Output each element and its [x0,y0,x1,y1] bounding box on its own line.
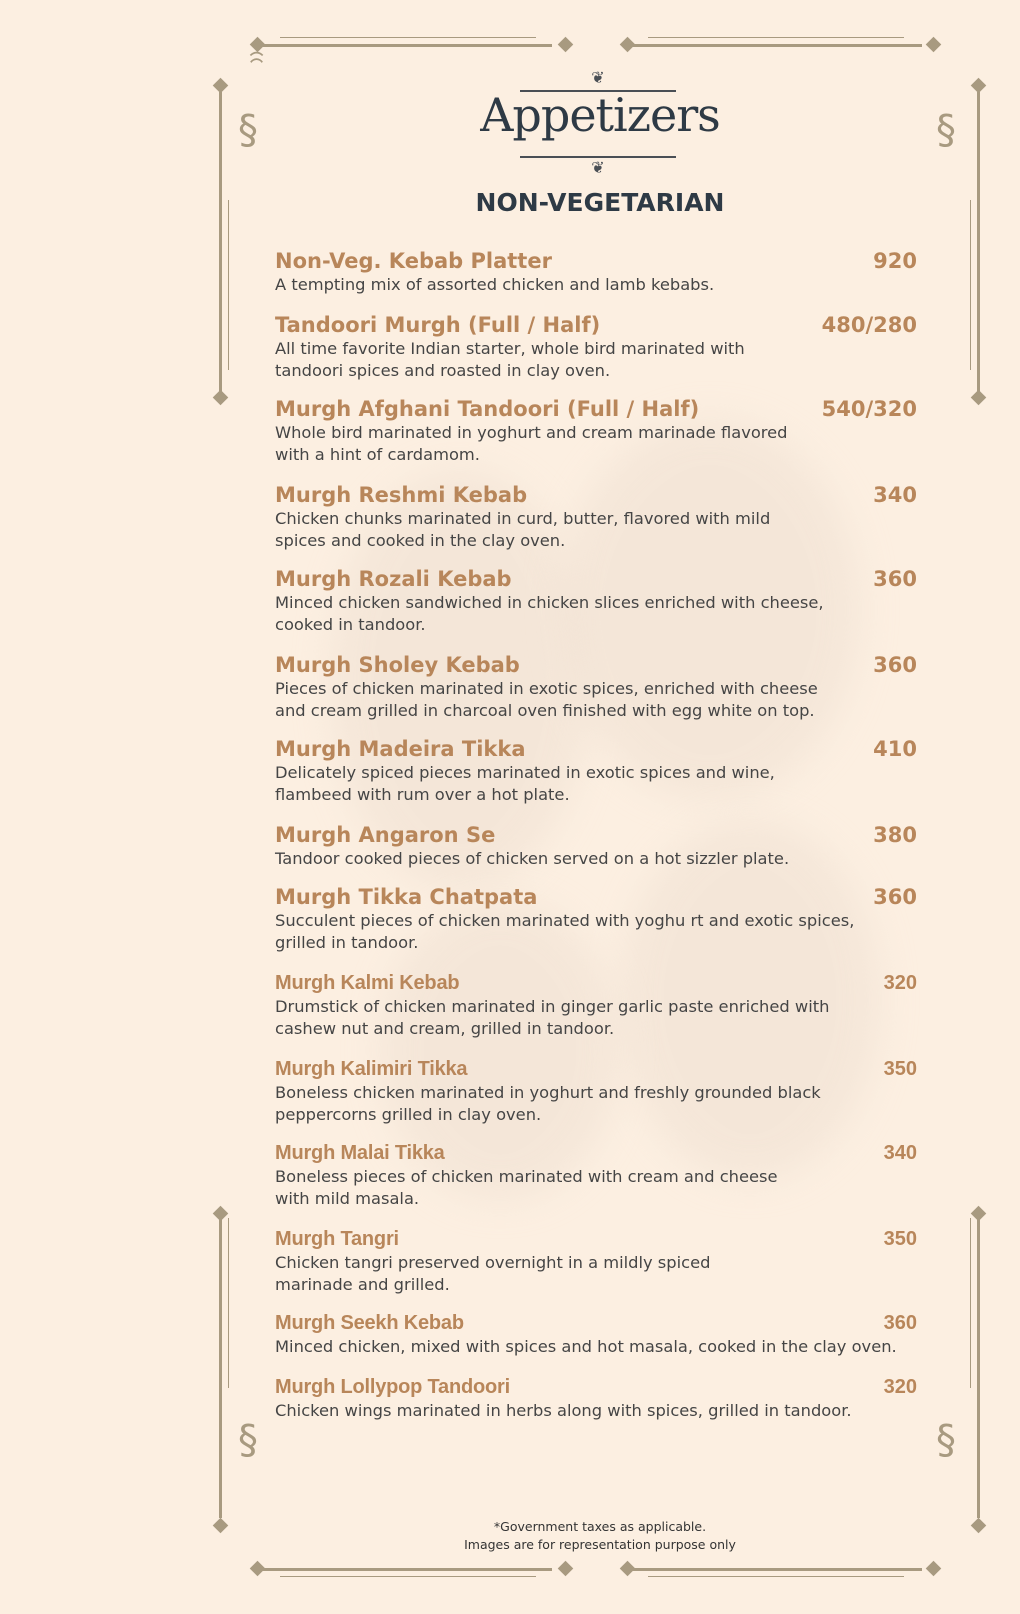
menu-item [275,1374,917,1422]
item-name: Murgh Kalimiri Tikka [275,1058,468,1080]
item-name: Murgh Angaron Se [275,823,496,847]
item-price: 350 [883,1058,917,1080]
item-name: Murgh Sholey Kebab [275,653,520,677]
item-price: 320 [883,972,917,994]
item-price: 480/280 [821,313,917,337]
item-price: 540/320 [821,397,917,421]
menu-item [275,482,917,551]
menu-item [275,312,917,381]
item-description: Minced chicken sandwiched in chicken slices enriched with cheese, cooked in tandoor. [275,593,824,634]
item-description: Whole bird marinated in yoghurt and cream marinade flavored with a hint of cardamom. [275,423,788,464]
item-name: Murgh Malai Tikka [275,1142,445,1164]
flourish-icon: ❦ [591,158,605,177]
item-price: 360 [873,653,917,677]
flourish-icon: ❦ [591,68,605,87]
item-description: Pieces of chicken marinated in exotic spices, enriched with cheese and cream grilled in charcoal oven finished with egg white on top. [275,679,818,720]
flourish-icon: § [936,1417,956,1463]
menu-item [275,736,917,805]
menu-item [275,1056,917,1125]
item-name: Murgh Tangri [275,1228,399,1250]
menu-item [275,248,917,296]
footer-note [0,1518,1020,1554]
menu-item [275,884,917,953]
item-price: 410 [873,737,917,761]
item-description: Boneless chicken marinated in yoghurt and freshly grounded black peppercorns grilled in clay oven. [275,1083,821,1124]
menu-item [275,566,917,635]
menu-item [275,1226,917,1295]
item-name: Non-Veg. Kebab Platter [275,249,552,273]
tax-note: *Government taxes as applicable. [493,1519,707,1534]
item-price: 360 [883,1312,917,1334]
menu-item [275,652,917,721]
item-name: Murgh Lollypop Tandoori [275,1376,510,1398]
item-description: Chicken wings marinated in herbs along with spices, grilled in tandoor. [275,1401,852,1420]
page-title: Appetizers [480,88,720,142]
menu-item [275,1310,917,1358]
menu-item [275,970,917,1039]
menu-item [275,822,917,870]
item-price: 350 [883,1228,917,1250]
item-price: 340 [873,483,917,507]
item-price: 360 [873,885,917,909]
menu-item [275,396,917,465]
flourish-icon: § [936,107,956,153]
item-name: Murgh Rozali Kebab [275,567,512,591]
item-description: Delicately spiced pieces marinated in exotic spices and wine, flambeed with rum over a hot plate. [275,763,775,804]
flourish-icon: § [238,1417,258,1463]
item-description: Tandoor cooked pieces of chicken served on a hot sizzler plate. [275,849,790,868]
item-description: Chicken tangri preserved overnight in a mildly spiced marinade and grilled. [275,1253,711,1294]
item-description: Minced chicken, mixed with spices and hot masala, cooked in the clay oven. [275,1337,897,1356]
item-price: 380 [873,823,917,847]
item-price: 340 [883,1142,917,1164]
item-description: A tempting mix of assorted chicken and lamb kebabs. [275,275,715,294]
item-description: All time favorite Indian starter, whole bird marinated with tandoori spices and roasted in clay oven. [275,339,745,380]
flourish-icon: § [238,107,258,153]
item-description: Drumstick of chicken marinated in ginger garlic paste enriched with cashew nut and cream, grilled in tandoor. [275,997,830,1038]
item-name: Murgh Seekh Kebab [275,1312,464,1334]
item-name: Murgh Reshmi Kebab [275,483,528,507]
item-price: 320 [883,1376,917,1398]
item-name: Murgh Afghani Tandoori (Full / Half) [275,397,700,421]
item-description: Chicken chunks marinated in curd, butter, flavored with mild spices and cooked in the clay oven. [275,509,771,550]
item-description: Succulent pieces of chicken marinated with yoghu rt and exotic spices, grilled in tandoor. [275,911,855,952]
item-description: Boneless pieces of chicken marinated with cream and cheese with mild masala. [275,1167,778,1208]
item-name: Murgh Tikka Chatpata [275,885,538,909]
item-name: Murgh Kalmi Kebab [275,972,460,994]
menu-item [275,1140,917,1209]
section-heading: NON-VEGETARIAN [475,188,725,217]
item-price: 920 [873,249,917,273]
item-name: Murgh Madeira Tikka [275,737,526,761]
image-disclaimer: Images are for representation purpose only [464,1537,736,1552]
item-price: 360 [873,567,917,591]
item-name: Tandoori Murgh (Full / Half) [275,313,601,337]
